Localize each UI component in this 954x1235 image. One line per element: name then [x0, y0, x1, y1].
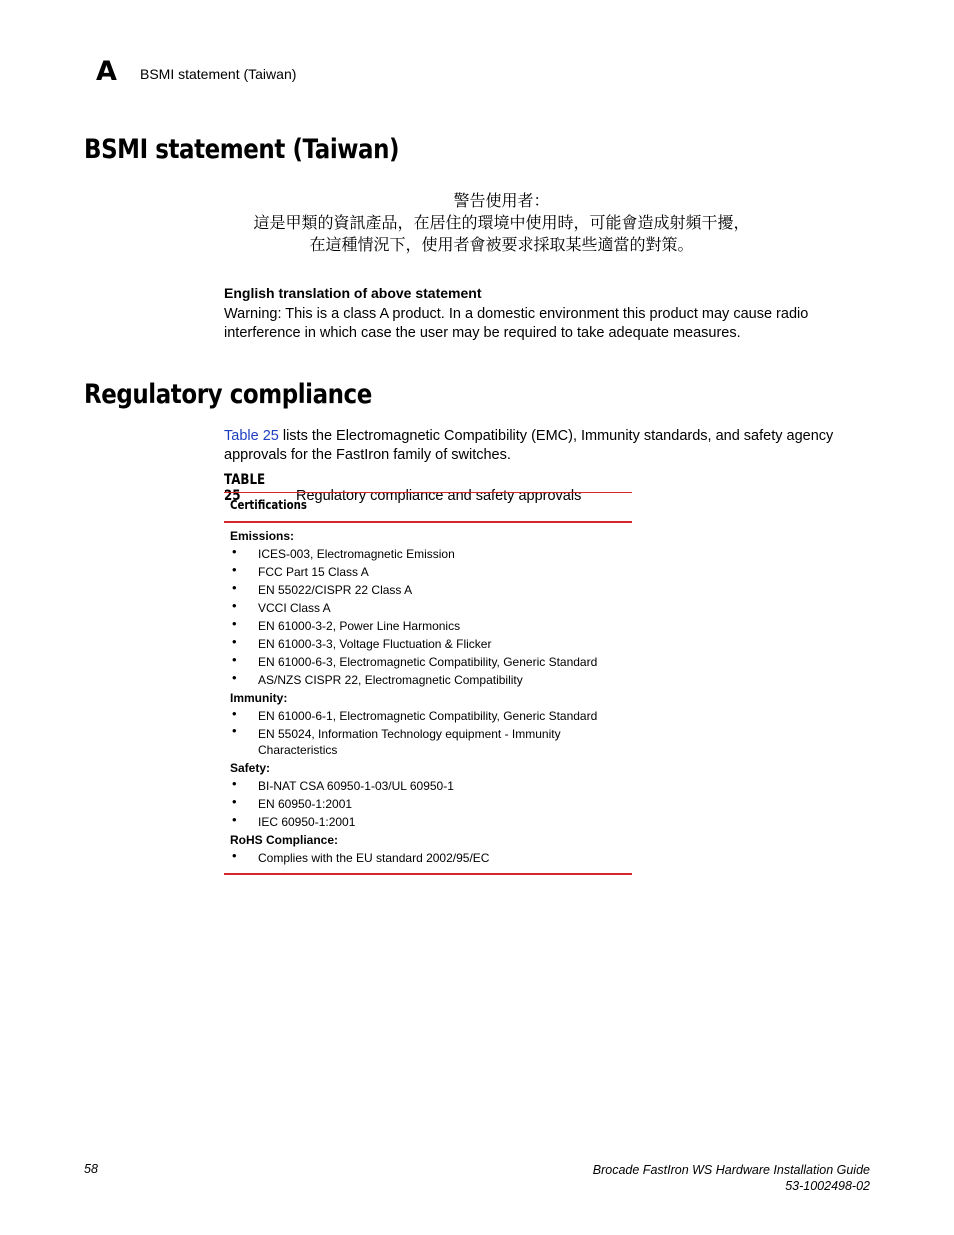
bullet-icon: • [232, 616, 237, 631]
bullet-icon: • [232, 794, 237, 809]
list-item: • IEC 60950-1:2001 [232, 812, 356, 829]
regulatory-intro-text: lists the Electromagnetic Compatibility (EMC), Immunity standards, and safety agency approvals for the FastIron family of switches. [224, 428, 834, 463]
safety-list [230, 777, 632, 831]
bullet-icon: • [232, 776, 237, 791]
english-translation-body: Warning: This is a class A product. In a domestic environment this product may cause radio interference in which case the user may be required to take adequate measures. [224, 306, 809, 341]
doc-number: 53-1002498-02 [785, 1179, 870, 1193]
list-item: • EN 61000-6-3, Electromagnetic Compatibility, Generic Standard [232, 652, 598, 669]
list-item: • ICES-003, Electromagnetic Emission [232, 544, 455, 561]
list-item: • VCCI Class A [232, 598, 331, 615]
list-item: • EN 55022/CISPR 22 Class A [232, 580, 413, 597]
bullet-icon: • [232, 706, 237, 721]
list-item: • EN 61000-6-1, Electromagnetic Compatibility, Generic Standard [232, 706, 598, 723]
list-item: • Complies with the EU standard 2002/95/EC [232, 848, 490, 865]
immunity-group-label: Immunity: [230, 691, 288, 705]
table-25-link[interactable]: Table 25 [224, 428, 279, 444]
english-translation-heading: English translation of above statement [224, 285, 482, 301]
emissions-group-label: Emissions: [230, 529, 295, 543]
emissions-list [230, 545, 632, 689]
list-item: • EN 55024, Information Technology equipment - Immunity Characteristics [232, 723, 561, 757]
list-item: • FCC Part 15 Class A [232, 562, 369, 579]
table-caption: Regulatory compliance and safety approvals [296, 488, 582, 504]
table-number: TABLE 25 [224, 472, 266, 504]
safety-group-label: Safety: [230, 761, 271, 775]
table-bottom-rule [224, 873, 632, 875]
list-item: • EN 61000-3-3, Voltage Fluctuation & Flicker [232, 634, 492, 651]
guide-title: Brocade FastIron WS Hardware Installation Guide [592, 1163, 870, 1177]
list-item: • EN 61000-3-2, Power Line Harmonics [232, 616, 461, 633]
footer-doc-info [593, 1162, 870, 1194]
running-header-title: BSMI statement (Taiwan) [140, 66, 297, 82]
bullet-icon: • [232, 562, 237, 577]
bullet-icon: • [232, 580, 237, 595]
rohs-list [230, 849, 632, 867]
list-item: • BI-NAT CSA 60950-1-03/UL 60950-1 [232, 776, 454, 793]
bullet-icon: • [232, 598, 237, 613]
bullet-icon: • [232, 848, 237, 863]
chinese-statement-line-1: 警告使用者： [453, 191, 550, 210]
appendix-letter: A [96, 56, 116, 87]
table-body-cell [224, 523, 632, 873]
compliance-table [224, 492, 632, 875]
table-header-label: Certifications [230, 498, 308, 512]
chinese-statement-line-2: 這是甲類的資訊產品，在居住的環境中使用時，可能會造成射頻干擾， [253, 213, 750, 232]
rohs-group-label: RoHS Compliance: [230, 833, 339, 847]
immunity-list [230, 707, 632, 759]
bullet-icon: • [232, 670, 237, 685]
bullet-icon: • [232, 544, 237, 559]
regulatory-intro [224, 427, 854, 465]
bullet-icon: • [232, 723, 237, 738]
chinese-statement-line-3: 在這種情況下，使用者會被要求採取某些適當的對策。 [309, 235, 694, 254]
table-header-cell [224, 493, 632, 521]
list-item: • EN 60950-1:2001 [232, 794, 353, 811]
bsmi-section-heading: BSMI statement (Taiwan) [84, 134, 400, 165]
bullet-icon: • [232, 652, 237, 667]
regulatory-section-heading: Regulatory compliance [84, 379, 372, 410]
bullet-icon: • [232, 812, 237, 827]
list-item: • AS/NZS CISPR 22, Electromagnetic Compatibility [232, 670, 523, 687]
page-number: 58 [84, 1162, 98, 1176]
bullet-icon: • [232, 634, 237, 649]
